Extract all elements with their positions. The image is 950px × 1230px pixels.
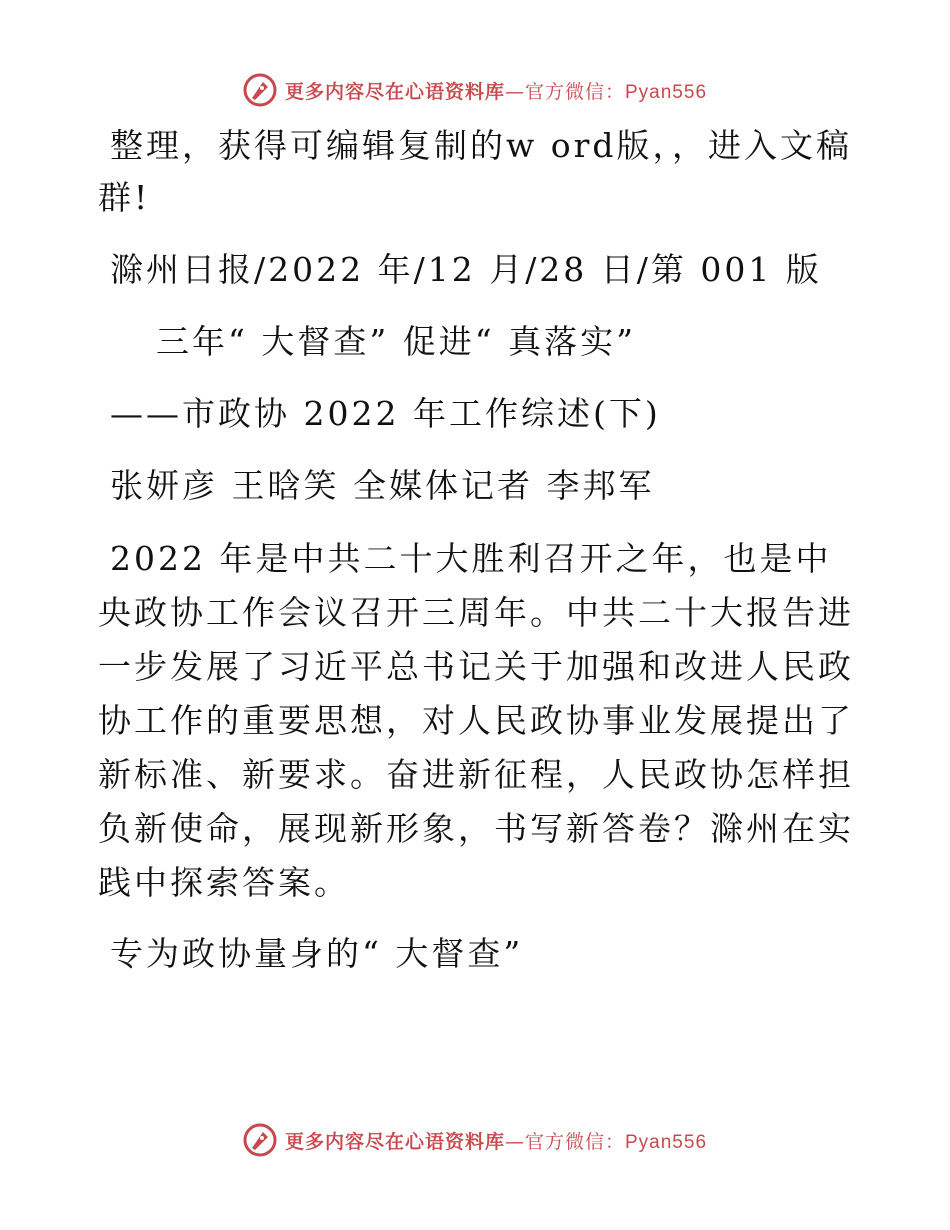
document-body bbox=[98, 120, 858, 980]
article-title: 三年“ 大督查” 促进“ 真落实” bbox=[156, 322, 636, 361]
body-paragraph: 2022 年是中共二十大胜利召开之年，也是中央政协工作会议召开三周年。中共二十大报告进一步发展了习近平总书记关于加强和改进人民政协工作的重要思想，对人民政协事业发展提出了新标准、新要求。奋进新征程，人民政协怎样担负新使命，展现新形象，书写新答卷？滁州在实践中探索答案。 bbox=[98, 539, 854, 902]
watermark-text bbox=[285, 77, 707, 104]
pen-nib-logo-icon bbox=[243, 73, 277, 107]
watermark-dash: — bbox=[504, 80, 525, 103]
article-subtitle: ——市政协 2022 年工作综述(下) bbox=[110, 394, 661, 433]
article-authors: 张妍彦 王晗笑 全媒体记者 李邦军 bbox=[110, 466, 655, 505]
watermark-wechat-id: Pyan556 bbox=[625, 1131, 708, 1153]
intro-line-1: 整理，获得可编辑复制的w ord版，，进入文稿 bbox=[110, 126, 853, 165]
watermark-sub-text: 官方微信： bbox=[524, 80, 625, 103]
watermark-wechat-id: Pyan556 bbox=[625, 81, 708, 103]
pen-nib-logo-icon bbox=[243, 1123, 277, 1157]
watermark-banner-top bbox=[0, 70, 950, 110]
watermark-text bbox=[285, 1127, 707, 1154]
watermark-main-text: 更多内容尽在心语资料库 bbox=[284, 1130, 505, 1153]
watermark-dash: — bbox=[504, 1130, 525, 1153]
watermark-banner-bottom bbox=[0, 1120, 950, 1160]
source-line: 滁州日报/2022 年/12 月/28 日/第 001 版 bbox=[110, 250, 822, 289]
watermark-main-text: 更多内容尽在心语资料库 bbox=[284, 80, 505, 103]
section-heading: 专为政协量身的“ 大督查” bbox=[110, 934, 524, 973]
intro-line-2: 群! bbox=[98, 178, 151, 217]
watermark-sub-text: 官方微信： bbox=[524, 1130, 625, 1153]
